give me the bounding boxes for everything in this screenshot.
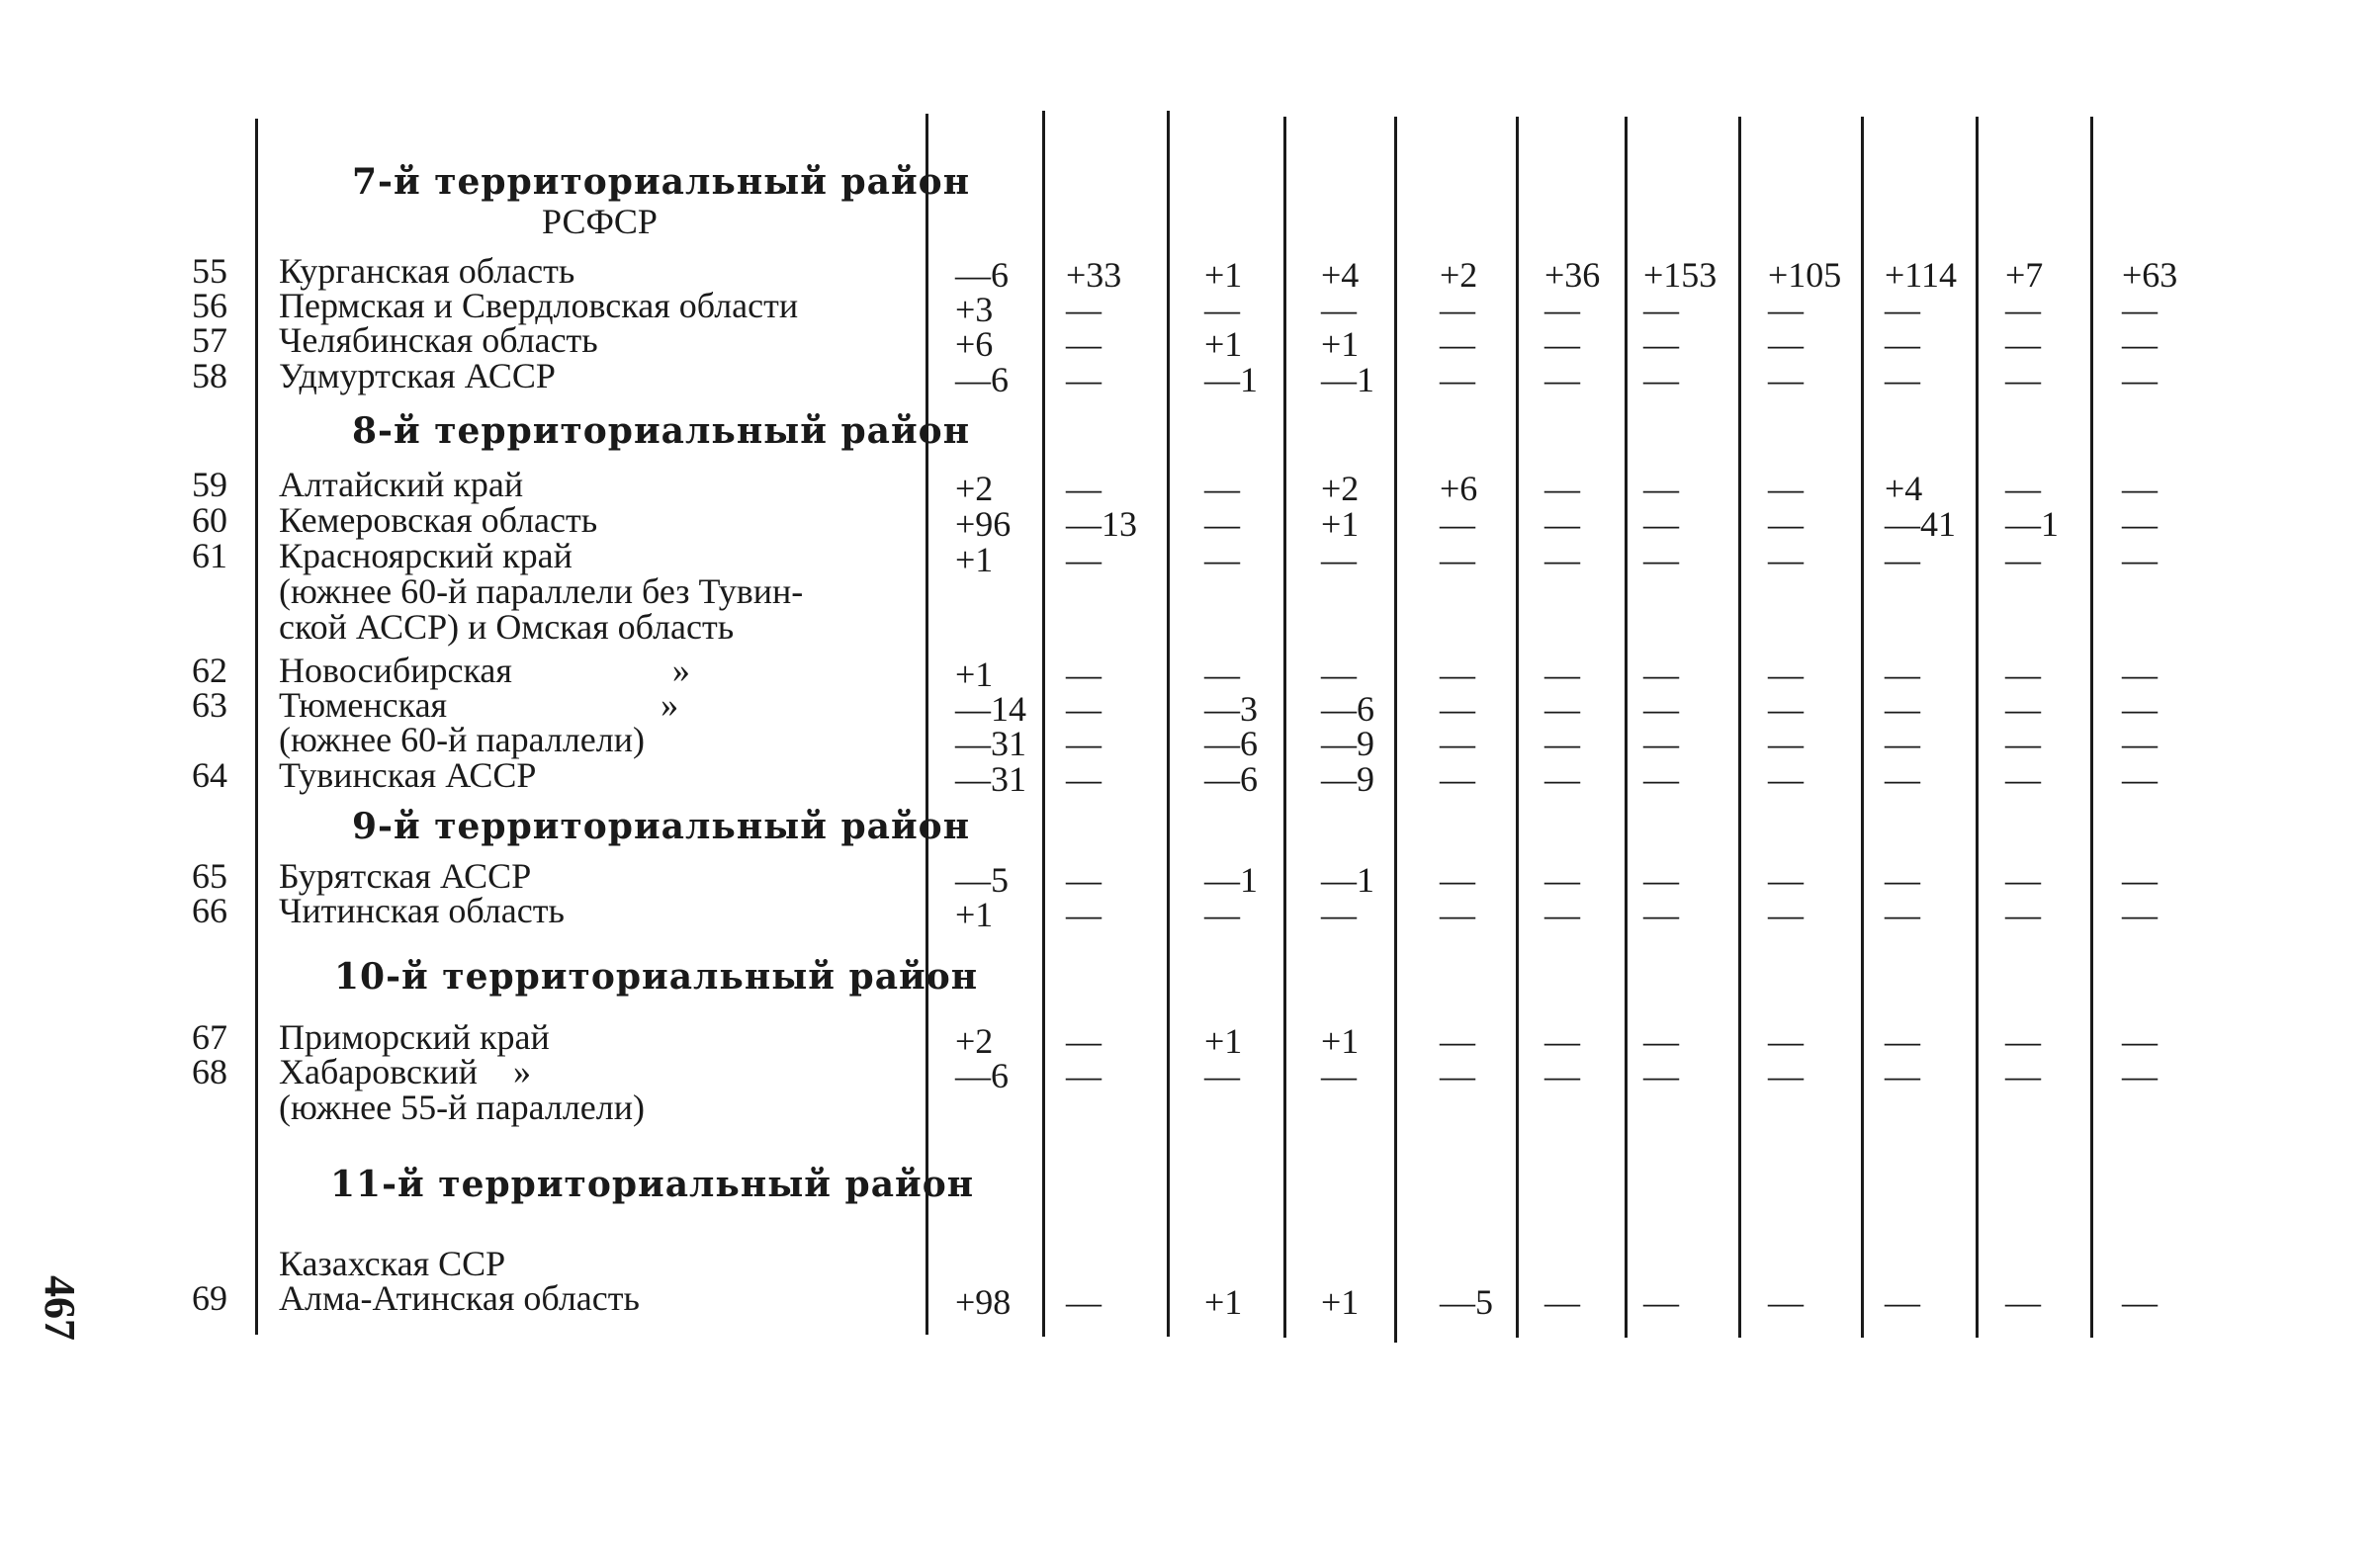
cell-value: — [1440,654,1475,694]
row-label: Новосибирская » [279,651,690,690]
cell-value: — [1204,895,1240,934]
rule-col-9 [1861,117,1864,1338]
cell-value: — [1643,504,1679,544]
row-label: Тувинская АССР [279,755,537,795]
cell-value: — [1544,1056,1580,1095]
cell-value: — [1440,540,1475,579]
cell-value: — [1885,1282,1920,1322]
cell-value: — [1066,324,1101,364]
cell-value: — [1544,860,1580,900]
cell-value: — [2122,860,2158,900]
cell-value: — [1885,759,1920,799]
cell-value: — [1643,1021,1679,1061]
cell-value: +36 [1544,255,1601,295]
section-heading-11: 11-й территориальный район [330,1164,975,1205]
cell-value: — [1321,540,1357,579]
cell-value: — [2122,360,2158,399]
cell-value: — [1544,290,1580,329]
cell-value: —6 [955,255,1009,295]
cell-value: — [2005,654,2041,694]
rule-label-left [255,119,258,1335]
cell-value: +96 [955,504,1012,544]
cell-value: — [1885,360,1920,399]
cell-value: +153 [1643,255,1718,295]
cell-value: — [2005,324,2041,364]
cell-value: — [2005,1282,2041,1322]
cell-value: — [2005,469,2041,508]
cell-value: —9 [1321,759,1374,799]
cell-value: —41 [1885,504,1956,544]
cell-value: — [1544,724,1580,763]
cell-value: — [2005,860,2041,900]
cell-value: +1 [1321,1282,1360,1322]
section-heading-8: 8-й территориальный район [352,410,971,452]
cell-value: — [1885,895,1920,934]
cell-value: +1 [1204,255,1243,295]
cell-value: — [1544,469,1580,508]
rule-col-8 [1738,117,1741,1338]
cell-value: — [1643,654,1679,694]
row-label: Красноярский край [279,536,573,575]
cell-value: +7 [2005,255,2044,295]
cell-value: —13 [1066,504,1137,544]
cell-value: — [1885,654,1920,694]
cell-value: — [1440,324,1475,364]
cell-value: — [1440,895,1475,934]
cell-value: — [2122,689,2158,729]
cell-value: +3 [955,290,994,329]
row-label: Хабаровский » [279,1052,532,1091]
cell-value: — [1885,1021,1920,1061]
cell-value: — [2005,540,2041,579]
cell-value: +6 [955,324,994,364]
cell-value: +4 [1321,255,1360,295]
cell-value: — [1768,360,1804,399]
row-label: Пермская и Свердловская области [279,286,799,325]
cell-value: — [1885,540,1920,579]
cell-value: +1 [1204,1282,1243,1322]
cell-value: —31 [955,759,1026,799]
row-number: 58 [192,356,227,395]
row-number: 66 [192,891,227,930]
cell-value: —1 [2005,504,2059,544]
row-label: (южнее 55-й параллели) [279,1088,646,1127]
cell-value: — [1066,860,1101,900]
cell-value: — [1204,540,1240,579]
cell-value: — [1643,469,1679,508]
row-number: 65 [192,856,227,896]
row-label: Читинская область [279,891,565,930]
cell-value: —6 [1204,724,1258,763]
cell-value: +1 [1321,324,1360,364]
cell-value: — [2005,689,2041,729]
cell-value: +6 [1440,469,1478,508]
cell-value: — [1885,689,1920,729]
cell-value: — [1768,1021,1804,1061]
cell-value: — [1204,469,1240,508]
cell-value: +2 [955,1021,994,1061]
row-label: Приморский край [279,1017,550,1057]
cell-value: — [1768,860,1804,900]
cell-value: — [1643,290,1679,329]
cell-value: — [1204,504,1240,544]
cell-value: — [1066,1021,1101,1061]
cell-value: — [1643,540,1679,579]
cell-value: — [1768,1282,1804,1322]
cell-value: — [1544,895,1580,934]
cell-value: — [1066,540,1101,579]
cell-value: — [1643,360,1679,399]
cell-value: — [2005,724,2041,763]
cell-value: +1 [1204,1021,1243,1061]
cell-value: — [2122,1056,2158,1095]
cell-value: —6 [955,1056,1009,1095]
cell-value: — [2005,360,2041,399]
row-label: Казахская ССР [279,1244,506,1283]
cell-value: +105 [1768,255,1842,295]
cell-value: — [1885,860,1920,900]
row-label: Алма-Атинская область [279,1278,640,1318]
cell-value: +2 [955,469,994,508]
row-label: Удмуртская АССР [279,356,556,395]
row-number: 60 [192,500,227,540]
cell-value: — [1643,860,1679,900]
cell-value: —31 [955,724,1026,763]
row-number: 64 [192,755,227,795]
cell-value: — [1440,504,1475,544]
cell-value: +1 [955,540,994,579]
cell-value: — [1768,895,1804,934]
rule-col-5 [1394,117,1397,1343]
cell-value: — [1643,324,1679,364]
cell-value: —1 [1321,360,1374,399]
cell-value: — [1768,324,1804,364]
section-subtitle-7: РСФСР [542,202,658,241]
cell-value: — [1768,540,1804,579]
cell-value: —1 [1204,860,1258,900]
cell-value: +4 [1885,469,1923,508]
cell-value: — [1204,290,1240,329]
cell-value: +1 [955,654,994,694]
cell-value: — [2122,654,2158,694]
section-heading-10: 10-й территориальный район [334,956,979,998]
row-number: 55 [192,251,227,291]
cell-value: — [1321,895,1357,934]
cell-value: — [1066,895,1101,934]
cell-value: — [2122,759,2158,799]
cell-value: — [1440,759,1475,799]
cell-value: — [2122,290,2158,329]
cell-value: — [2005,290,2041,329]
row-label: Курганская область [279,251,575,291]
cell-value: — [1768,1056,1804,1095]
cell-value: — [1885,290,1920,329]
cell-value: — [1885,1056,1920,1095]
cell-value: — [1440,360,1475,399]
cell-value: — [1768,759,1804,799]
row-number: 56 [192,286,227,325]
rule-col-3 [1167,111,1170,1337]
row-number: 69 [192,1278,227,1318]
cell-value: — [1321,290,1357,329]
cell-value: — [1544,689,1580,729]
cell-value: — [1440,1056,1475,1095]
cell-value: — [1768,469,1804,508]
cell-value: — [2122,724,2158,763]
cell-value: —6 [1204,759,1258,799]
row-label: Алтайский край [279,465,524,504]
cell-value: +33 [1066,255,1122,295]
cell-value: +2 [1321,469,1360,508]
row-number: 63 [192,685,227,725]
cell-value: — [1544,360,1580,399]
cell-value: — [1204,654,1240,694]
cell-value: — [1768,654,1804,694]
section-heading-9: 9-й территориальный район [352,806,971,847]
cell-value: — [1440,689,1475,729]
cell-value: +1 [1321,504,1360,544]
cell-value: — [1066,759,1101,799]
row-label: Кемеровская область [279,500,598,540]
rule-col-1 [925,114,928,1335]
cell-value: — [1066,469,1101,508]
cell-value: — [2122,540,2158,579]
row-label: Челябинская область [279,320,598,360]
cell-value: —1 [1321,860,1374,900]
cell-value: — [1066,654,1101,694]
page-number: 467 [36,1275,84,1341]
cell-value: — [1066,1056,1101,1095]
row-label: (южнее 60-й параллели без Тувин- [279,571,804,611]
cell-value: —6 [955,360,1009,399]
cell-value: — [1643,759,1679,799]
cell-value: — [2122,1282,2158,1322]
cell-value: — [1544,504,1580,544]
cell-value: — [1066,1282,1101,1322]
cell-value: — [1768,724,1804,763]
cell-value: — [1544,759,1580,799]
rule-col-10 [1976,117,1979,1338]
cell-value: — [1643,1282,1679,1322]
cell-value: — [1066,290,1101,329]
cell-value: — [1066,360,1101,399]
cell-value: — [2122,1021,2158,1061]
row-label: Бурятская АССР [279,856,532,896]
cell-value: —9 [1321,724,1374,763]
cell-value: — [2005,759,2041,799]
cell-value: — [1544,1282,1580,1322]
cell-value: — [1204,1056,1240,1095]
rule-col-6 [1516,117,1519,1338]
cell-value: — [2122,895,2158,934]
cell-value: — [1321,654,1357,694]
cell-value: — [1768,290,1804,329]
cell-value: — [1544,1021,1580,1061]
cell-value: — [1643,1056,1679,1095]
cell-value: — [2005,1056,2041,1095]
row-number: 68 [192,1052,227,1091]
cell-value: — [2122,469,2158,508]
cell-value: —1 [1204,360,1258,399]
row-number: 61 [192,536,227,575]
cell-value: — [1544,654,1580,694]
cell-value: — [1440,290,1475,329]
cell-value: — [2005,895,2041,934]
section-heading-7: 7-й территориальный район [352,161,971,203]
row-number: 62 [192,651,227,690]
cell-value: — [2122,504,2158,544]
row-label: Тюменская » [279,685,679,725]
cell-value: —14 [955,689,1026,729]
cell-value: — [1885,724,1920,763]
rule-col-2 [1042,111,1045,1337]
row-number: 59 [192,465,227,504]
cell-value: — [1643,895,1679,934]
cell-value: — [1885,324,1920,364]
cell-value: — [2005,1021,2041,1061]
row-label: ской АССР) и Омская область [279,607,735,647]
cell-value: —5 [955,860,1009,900]
rule-col-7 [1625,117,1628,1338]
cell-value: +1 [955,895,994,934]
cell-value: —3 [1204,689,1258,729]
cell-value: — [1768,689,1804,729]
cell-value: +63 [2122,255,2178,295]
cell-value: — [2122,324,2158,364]
cell-value: — [1544,324,1580,364]
cell-value: — [1066,724,1101,763]
cell-value: — [1440,724,1475,763]
cell-value: +1 [1204,324,1243,364]
cell-value: —6 [1321,689,1374,729]
cell-value: — [1440,1021,1475,1061]
cell-value: +98 [955,1282,1012,1322]
cell-value: — [1066,689,1101,729]
cell-value: +1 [1321,1021,1360,1061]
cell-value: +2 [1440,255,1478,295]
cell-value: — [1643,689,1679,729]
rule-col-11 [2090,117,2093,1338]
cell-value: — [1643,724,1679,763]
cell-value: — [1768,504,1804,544]
cell-value: — [1321,1056,1357,1095]
cell-value: — [1544,540,1580,579]
cell-value: —5 [1440,1282,1493,1322]
row-number: 67 [192,1017,227,1057]
rule-col-4 [1283,117,1286,1338]
cell-value: — [1440,860,1475,900]
row-number: 57 [192,320,227,360]
cell-value: +114 [1885,255,1957,295]
row-label: (южнее 60-й параллели) [279,720,646,759]
